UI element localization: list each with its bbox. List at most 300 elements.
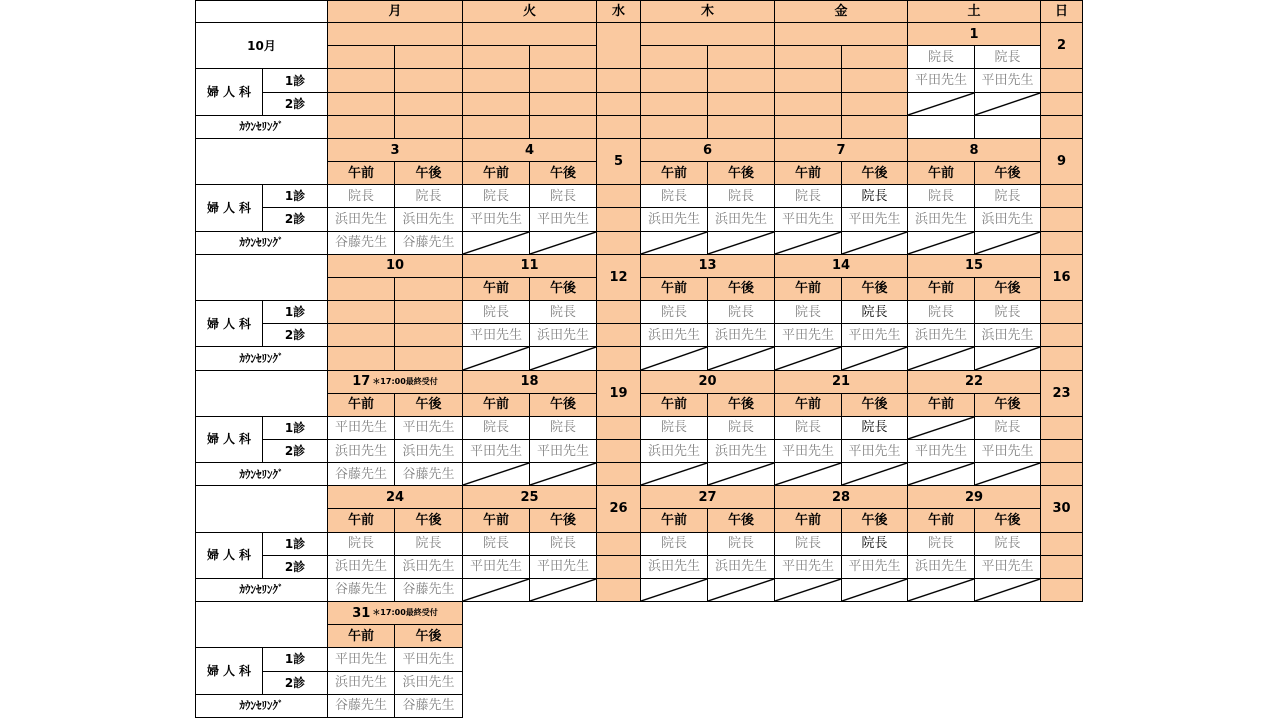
day-header-wed: 水: [597, 0, 641, 23]
date-cell-fri: [775, 255, 908, 278]
session-header-am: 午前: [328, 509, 395, 532]
doctor-cell: 平田先生: [775, 440, 842, 463]
doctor-cell: 谷藤先生: [395, 232, 463, 255]
closed-cell: [597, 417, 641, 440]
doctor-cell: 院長: [463, 417, 530, 440]
counseling-label: ｶｳﾝｾﾘﾝｸﾞ: [195, 579, 328, 602]
unavailable-slash-cell: [775, 232, 842, 255]
doctor-cell: 浜田先生: [975, 208, 1041, 231]
doctor-cell: 院長: [708, 185, 775, 208]
unavailable-slash-cell: [842, 579, 908, 602]
closed-cell: [597, 579, 641, 602]
doctor-cell: 浜田先生: [395, 672, 463, 695]
doctor-cell: 浜田先生: [708, 440, 775, 463]
session-header-pm: 午後: [530, 394, 597, 417]
date-number: 28: [831, 489, 851, 505]
date-cell-fri: [775, 139, 908, 162]
date-number: 21: [831, 374, 851, 390]
date-cell-thu: [641, 139, 775, 162]
closed-cell: [641, 116, 708, 139]
doctor-cell: 浜田先生: [708, 556, 775, 579]
unavailable-slash-cell: [975, 347, 1041, 370]
doctor-cell: 浜田先生: [708, 208, 775, 231]
closed-cell: [842, 116, 908, 139]
week-label: [195, 255, 328, 301]
closed-cell: [842, 46, 908, 69]
date-cell-sun: 16: [1041, 255, 1083, 301]
date-cell-wed: 19: [597, 371, 641, 417]
doctor-cell: 院長: [530, 533, 597, 556]
closed-cell: [530, 116, 597, 139]
day-header-thu: 木: [641, 0, 775, 23]
doctor-cell: 浜田先生: [328, 208, 395, 231]
closed-cell: [842, 69, 908, 92]
unavailable-slash-cell: [842, 232, 908, 255]
doctor-cell: 平田先生: [463, 208, 530, 231]
doctor-cell: 平田先生: [328, 417, 395, 440]
closed-cell: [641, 46, 708, 69]
session-header-am: 午前: [908, 278, 975, 301]
closed-cell: [530, 69, 597, 92]
second-exam-label: 2診: [263, 556, 328, 579]
date-cell-mon: [328, 23, 463, 46]
closed-cell: [395, 347, 463, 370]
doctor-cell: 院長: [842, 533, 908, 556]
department-label: 婦人科: [195, 185, 263, 231]
unavailable-slash-cell: [463, 579, 530, 602]
closed-cell: [775, 69, 842, 92]
unavailable-slash-cell: [708, 347, 775, 370]
closed-cell: [597, 301, 641, 324]
doctor-cell: 院長: [975, 301, 1041, 324]
doctor-cell: 平田先生: [975, 556, 1041, 579]
doctor-cell: 浜田先生: [395, 208, 463, 231]
unavailable-slash-cell: [908, 417, 975, 440]
second-exam-label: 2診: [263, 440, 328, 463]
doctor-cell: 平田先生: [842, 556, 908, 579]
doctor-cell: 平田先生: [842, 324, 908, 347]
doctor-cell: 院長: [775, 417, 842, 440]
doctor-cell: 浜田先生: [328, 440, 395, 463]
unavailable-slash-cell: [463, 347, 530, 370]
date-cell-sun: 2: [1041, 23, 1083, 69]
doctor-cell: 院長: [775, 185, 842, 208]
header-corner: [195, 0, 328, 23]
counseling-label: ｶｳﾝｾﾘﾝｸﾞ: [195, 232, 328, 255]
closed-cell: [1041, 232, 1083, 255]
closed-cell: [1041, 185, 1083, 208]
closed-cell: [641, 93, 708, 116]
session-header-am: 午前: [775, 162, 842, 185]
date-number: 8: [969, 142, 979, 158]
week-label: [195, 602, 328, 648]
doctor-cell: 平田先生: [530, 440, 597, 463]
closed-cell: [597, 347, 641, 370]
unavailable-slash-cell: [530, 579, 597, 602]
doctor-cell: 院長: [395, 533, 463, 556]
department-label: 婦人科: [195, 69, 263, 115]
day-header-fri: 金: [775, 0, 908, 23]
unavailable-slash-cell: [908, 347, 975, 370]
doctor-cell: 平田先生: [775, 556, 842, 579]
session-header-am: 午前: [463, 509, 530, 532]
doctor-cell: 浜田先生: [908, 556, 975, 579]
doctor-cell: 浜田先生: [395, 440, 463, 463]
closed-cell: [597, 116, 641, 139]
doctor-cell: 平田先生: [975, 69, 1041, 92]
closed-cell: [328, 347, 395, 370]
unavailable-slash-cell: [530, 347, 597, 370]
day-header-sat: 土: [908, 0, 1041, 23]
session-header-pm: 午後: [975, 278, 1041, 301]
date-cell-thu: [641, 23, 775, 46]
session-header-pm: 午後: [975, 394, 1041, 417]
closed-cell: [1041, 347, 1083, 370]
doctor-cell: 谷藤先生: [395, 695, 463, 718]
second-exam-label: 2診: [263, 672, 328, 695]
closed-cell: [1041, 324, 1083, 347]
doctor-cell: 平田先生: [530, 556, 597, 579]
doctor-cell: 平田先生: [842, 440, 908, 463]
closed-cell: [328, 324, 395, 347]
closed-cell: [395, 278, 463, 301]
closed-cell: [328, 69, 395, 92]
session-header-pm: 午後: [842, 278, 908, 301]
doctor-cell: 浜田先生: [708, 324, 775, 347]
date-number: 31: [352, 605, 371, 621]
date-cell-sat: [908, 371, 1041, 394]
date-number: 4: [524, 142, 535, 158]
doctor-cell: 谷藤先生: [395, 579, 463, 602]
session-header-am: 午前: [328, 162, 395, 185]
closed-cell: [463, 116, 530, 139]
closed-cell: [597, 93, 641, 116]
schedule-table: [195, 0, 1083, 718]
unavailable-slash-cell: [775, 463, 842, 486]
doctor-cell: 院長: [328, 185, 395, 208]
closed-cell: [395, 301, 463, 324]
date-cell-thu: [641, 486, 775, 509]
doctor-cell: 院長: [708, 417, 775, 440]
date-number: 20: [698, 374, 717, 390]
session-header-pm: 午後: [708, 162, 775, 185]
closed-cell: [641, 69, 708, 92]
closed-cell: [1041, 440, 1083, 463]
doctor-cell: 平田先生: [908, 69, 975, 92]
doctor-cell: 院長: [530, 185, 597, 208]
week-label: 10月: [195, 23, 328, 69]
session-header-pm: 午後: [395, 509, 463, 532]
closed-cell: [530, 46, 597, 69]
doctor-cell: 谷藤先生: [328, 579, 395, 602]
closed-cell: [328, 116, 395, 139]
doctor-cell: 浜田先生: [641, 208, 708, 231]
date-cell-sat: [908, 255, 1041, 278]
doctor-cell: 谷藤先生: [328, 463, 395, 486]
date-cell-sun: 23: [1041, 371, 1083, 417]
doctor-cell: 院長: [775, 533, 842, 556]
first-exam-label: 1診: [263, 533, 328, 556]
unavailable-slash-cell: [641, 232, 708, 255]
first-exam-label: 1診: [263, 648, 328, 671]
closed-cell: [708, 93, 775, 116]
doctor-cell: 平田先生: [530, 208, 597, 231]
unavailable-slash-cell: [975, 463, 1041, 486]
counseling-label: ｶｳﾝｾﾘﾝｸﾞ: [195, 347, 328, 370]
unavailable-slash-cell: [641, 463, 708, 486]
second-exam-label: 2診: [263, 324, 328, 347]
session-header-pm: 午後: [975, 162, 1041, 185]
closed-cell: [775, 116, 842, 139]
session-header-pm: 午後: [395, 162, 463, 185]
date-cell-sun: 30: [1041, 486, 1083, 532]
unavailable-slash-cell: [530, 232, 597, 255]
session-header-pm: 午後: [842, 394, 908, 417]
doctor-cell: 院長: [641, 301, 708, 324]
doctor-cell: 谷藤先生: [328, 232, 395, 255]
day-header-sun: 日: [1041, 0, 1083, 23]
session-header-pm: 午後: [708, 509, 775, 532]
doctor-cell: 院長: [328, 533, 395, 556]
session-header-pm: 午後: [530, 278, 597, 301]
date-cell-tue: [463, 486, 597, 509]
day-header-tue: 火: [463, 0, 597, 23]
doctor-cell: 院長: [463, 185, 530, 208]
first-exam-label: 1診: [263, 417, 328, 440]
closed-cell: [708, 69, 775, 92]
doctor-cell: 院長: [842, 185, 908, 208]
session-header-am: 午前: [328, 625, 395, 648]
date-note: ＊17:00最終受付: [372, 608, 438, 618]
date-number: 6: [702, 142, 713, 158]
closed-cell: [597, 208, 641, 231]
closed-cell: [597, 463, 641, 486]
week-label: [195, 486, 328, 532]
date-number: 7: [836, 142, 846, 158]
closed-cell: [597, 185, 641, 208]
unavailable-slash-cell: [530, 463, 597, 486]
closed-cell: [1041, 533, 1083, 556]
counseling-label: ｶｳﾝｾﾘﾝｸﾞ: [195, 695, 328, 718]
empty-cell: [908, 116, 975, 139]
unavailable-slash-cell: [708, 463, 775, 486]
doctor-cell: 院長: [395, 185, 463, 208]
doctor-cell: 平田先生: [842, 208, 908, 231]
date-cell-thu: [641, 371, 775, 394]
doctor-cell: 浜田先生: [975, 324, 1041, 347]
session-header-am: 午前: [775, 509, 842, 532]
session-header-pm: 午後: [395, 625, 463, 648]
doctor-cell: 平田先生: [775, 208, 842, 231]
session-header-am: 午前: [641, 394, 708, 417]
closed-cell: [597, 533, 641, 556]
doctor-cell: 院長: [463, 533, 530, 556]
date-cell-wed: 12: [597, 255, 641, 301]
closed-cell: [395, 46, 463, 69]
session-header-am: 午前: [328, 394, 395, 417]
doctor-cell: 院長: [908, 301, 975, 324]
session-header-pm: 午後: [842, 162, 908, 185]
date-cell-tue: [463, 139, 597, 162]
week-label: [195, 371, 328, 417]
doctor-cell: 院長: [775, 301, 842, 324]
date-cell-wed: 26: [597, 486, 641, 532]
closed-cell: [708, 46, 775, 69]
doctor-cell: 院長: [975, 533, 1041, 556]
doctor-cell: 浜田先生: [908, 208, 975, 231]
doctor-cell: 院長: [641, 417, 708, 440]
closed-cell: [328, 278, 395, 301]
session-header-am: 午前: [908, 394, 975, 417]
date-cell-fri: [775, 371, 908, 394]
closed-cell: [395, 69, 463, 92]
doctor-cell: 平田先生: [463, 556, 530, 579]
department-label: 婦人科: [195, 648, 263, 694]
date-number: 22: [964, 374, 984, 390]
doctor-cell: 平田先生: [328, 648, 395, 671]
unavailable-slash-cell: [708, 579, 775, 602]
closed-cell: [463, 93, 530, 116]
department-label: 婦人科: [195, 417, 263, 463]
counseling-label: ｶｳﾝｾﾘﾝｸﾞ: [195, 116, 328, 139]
unavailable-slash-cell: [975, 232, 1041, 255]
date-number: 24: [385, 489, 405, 505]
date-cell-mon: [328, 486, 463, 509]
date-number: 17: [352, 374, 371, 390]
session-header-pm: 午後: [842, 509, 908, 532]
session-header-am: 午前: [463, 394, 530, 417]
session-header-am: 午前: [641, 278, 708, 301]
doctor-cell: 平田先生: [463, 324, 530, 347]
date-cell-tue: [463, 23, 597, 46]
doctor-cell: 浜田先生: [530, 324, 597, 347]
date-cell-sun: 9: [1041, 139, 1083, 185]
doctor-cell: 浜田先生: [395, 556, 463, 579]
unavailable-slash-cell: [908, 93, 975, 116]
closed-cell: [463, 69, 530, 92]
session-header-pm: 午後: [708, 278, 775, 301]
second-exam-label: 2診: [263, 93, 328, 116]
date-cell-mon: [328, 371, 463, 394]
date-cell-tue: [463, 255, 597, 278]
doctor-cell: 浜田先生: [328, 556, 395, 579]
doctor-cell: 院長: [842, 417, 908, 440]
date-cell-fri: [775, 486, 908, 509]
session-header-am: 午前: [908, 162, 975, 185]
doctor-cell: 院長: [908, 46, 975, 69]
session-header-pm: 午後: [708, 394, 775, 417]
doctor-cell: 院長: [975, 185, 1041, 208]
session-header-am: 午前: [463, 162, 530, 185]
doctor-cell: 院長: [908, 185, 975, 208]
date-cell-thu: [641, 255, 775, 278]
first-exam-label: 1診: [263, 69, 328, 92]
doctor-cell: 院長: [842, 301, 908, 324]
closed-cell: [597, 232, 641, 255]
date-cell-sat: [908, 486, 1041, 509]
doctor-cell: 院長: [708, 533, 775, 556]
unavailable-slash-cell: [842, 347, 908, 370]
doctor-cell: 浜田先生: [328, 672, 395, 695]
date-cell-wed: 5: [597, 139, 641, 185]
first-exam-label: 1診: [263, 301, 328, 324]
session-header-am: 午前: [463, 278, 530, 301]
closed-cell: [597, 440, 641, 463]
date-number: 27: [698, 489, 717, 505]
doctor-cell: 谷藤先生: [395, 463, 463, 486]
first-exam-label: 1診: [263, 185, 328, 208]
closed-cell: [1041, 417, 1083, 440]
session-header-am: 午前: [775, 394, 842, 417]
date-number: 14: [831, 258, 851, 274]
unavailable-slash-cell: [908, 232, 975, 255]
doctor-cell: 院長: [975, 46, 1041, 69]
session-header-pm: 午後: [530, 509, 597, 532]
second-exam-label: 2診: [263, 208, 328, 231]
doctor-cell: 院長: [975, 417, 1041, 440]
date-cell-mon: [328, 602, 463, 625]
unavailable-slash-cell: [463, 232, 530, 255]
session-header-pm: 午後: [530, 162, 597, 185]
unavailable-slash-cell: [842, 463, 908, 486]
closed-cell: [1041, 69, 1083, 92]
closed-cell: [328, 301, 395, 324]
doctor-cell: 平田先生: [395, 648, 463, 671]
doctor-cell: 院長: [641, 185, 708, 208]
closed-cell: [597, 324, 641, 347]
date-number: 25: [520, 489, 539, 505]
date-cell-tue: [463, 371, 597, 394]
date-cell-mon: [328, 255, 463, 278]
doctor-cell: 平田先生: [908, 440, 975, 463]
closed-cell: [1041, 556, 1083, 579]
unavailable-slash-cell: [463, 463, 530, 486]
date-number: 15: [964, 258, 984, 274]
doctor-cell: 平田先生: [975, 440, 1041, 463]
closed-cell: [328, 46, 395, 69]
closed-cell: [597, 69, 641, 92]
session-header-am: 午前: [641, 509, 708, 532]
unavailable-slash-cell: [641, 347, 708, 370]
closed-cell: [1041, 463, 1083, 486]
session-header-am: 午前: [775, 278, 842, 301]
closed-cell: [597, 556, 641, 579]
doctor-cell: 院長: [463, 301, 530, 324]
closed-cell: [775, 46, 842, 69]
session-header-am: 午前: [641, 162, 708, 185]
unavailable-slash-cell: [775, 347, 842, 370]
session-header-am: 午前: [908, 509, 975, 532]
unavailable-slash-cell: [975, 579, 1041, 602]
doctor-cell: 院長: [530, 417, 597, 440]
closed-cell: [1041, 93, 1083, 116]
doctor-cell: 浜田先生: [908, 324, 975, 347]
closed-cell: [775, 93, 842, 116]
doctor-cell: 浜田先生: [641, 556, 708, 579]
doctor-cell: 院長: [641, 533, 708, 556]
date-note: ＊17:00最終受付: [372, 376, 438, 386]
unavailable-slash-cell: [908, 463, 975, 486]
date-cell-fri: [775, 23, 908, 46]
date-cell-sat: [908, 139, 1041, 162]
day-header-mon: 月: [328, 0, 463, 23]
session-header-pm: 午後: [975, 509, 1041, 532]
doctor-cell: 院長: [908, 533, 975, 556]
date-number: 3: [390, 142, 400, 158]
closed-cell: [463, 46, 530, 69]
closed-cell: [708, 116, 775, 139]
doctor-cell: 平田先生: [775, 324, 842, 347]
